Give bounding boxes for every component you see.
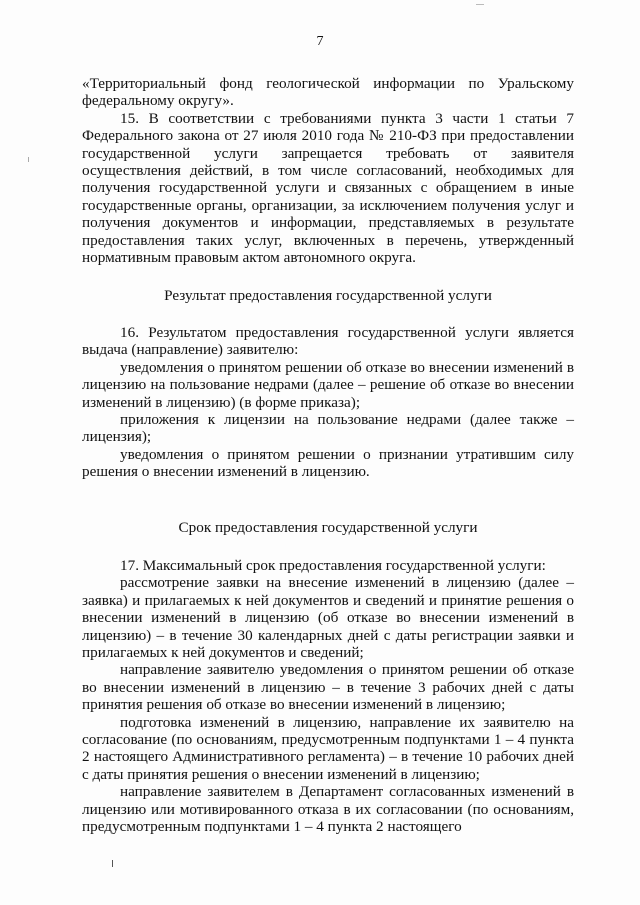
paragraph-17-item-a: рассмотрение заявки на внесение изменений в лицензию (далее – заявка) и прилагаемых к ней документов и сведений и принятие решения о внесении изменений в лицензию (об отказе во внесении изменений в лицензию) – в течение 30 календарных дней с даты регистрации заявки и прилагаемых к ней документов и сведений;	[82, 574, 574, 661]
document-body	[82, 75, 574, 835]
paragraph-17-item-b: направление заявителю уведомления о принятом решении об отказе во внесении изменений в лицензию – в течение 3 рабочих дней с даты принятия решения об отказе во внесении изменений в лицензию;	[82, 661, 574, 714]
paragraph-16-item-b: приложения к лицензии на пользование недрами (далее также – лицензия);	[82, 410, 574, 446]
paragraph-15: 15. В соответствии с требованиями пункта 3 части 1 статьи 7 Федерального закона от 27 июля 2010 года № 210-ФЗ при предоставлении государственной услуги запрещается требовать от заявителя осуществления действий, в том числе согласований, необходимых для получения государственной услуги и связанных с обращением в иные государственные органы, организации, за исключением получения услуг и получения документов и информации, представляемых в результате предоставления таких услуг, включенных в перечень, утвержденный нормативным правовым актом автономного округа.	[82, 109, 574, 267]
section-heading-result: Результат предоставления государственной услуги	[164, 287, 492, 305]
paragraph-intro: «Территориальный фонд геологической информации по Уральскому федеральному округу».	[82, 75, 574, 110]
scan-mark	[28, 157, 29, 162]
paragraph-17: 17. Максимальный срок предоставления государственной услуги:	[120, 556, 546, 574]
scan-mark	[476, 4, 484, 5]
paragraph-16-item-c: уведомления о принятом решении о признании утратившим силу решения о внесении изменений в лицензию.	[82, 445, 574, 481]
paragraph-17-item-d: направление заявителем в Департамент согласованных изменений в лицензию или мотивированного отказа в их согласовании (по основаниям, предусмотренным подпунктами 1 – 4 пункта 2 настоящего	[82, 783, 574, 836]
paragraph-17-item-c: подготовка изменений в лицензию, направление их заявителю на согласование (по основаниям, предусмотренным подпунктами 1 – 4 пункта 2 настоящего Административного регламента) – в течение 10 рабочих дней с даты принятия решения о внесении изменений в лицензию;	[82, 713, 574, 783]
scan-mark	[112, 860, 113, 867]
page-number: 7	[316, 34, 324, 49]
paragraph-16-item-a: уведомления о принятом решении об отказе во внесении изменений в лицензию на пользование недрами (далее – решение об отказе во внесении изменений в лицензию) (в форме приказа);	[82, 358, 574, 411]
section-heading-term: Срок предоставления государственной услуги	[178, 518, 478, 536]
paragraph-16: 16. Результатом предоставления государственной услуги является выдача (направление) заявителю:	[82, 323, 574, 359]
